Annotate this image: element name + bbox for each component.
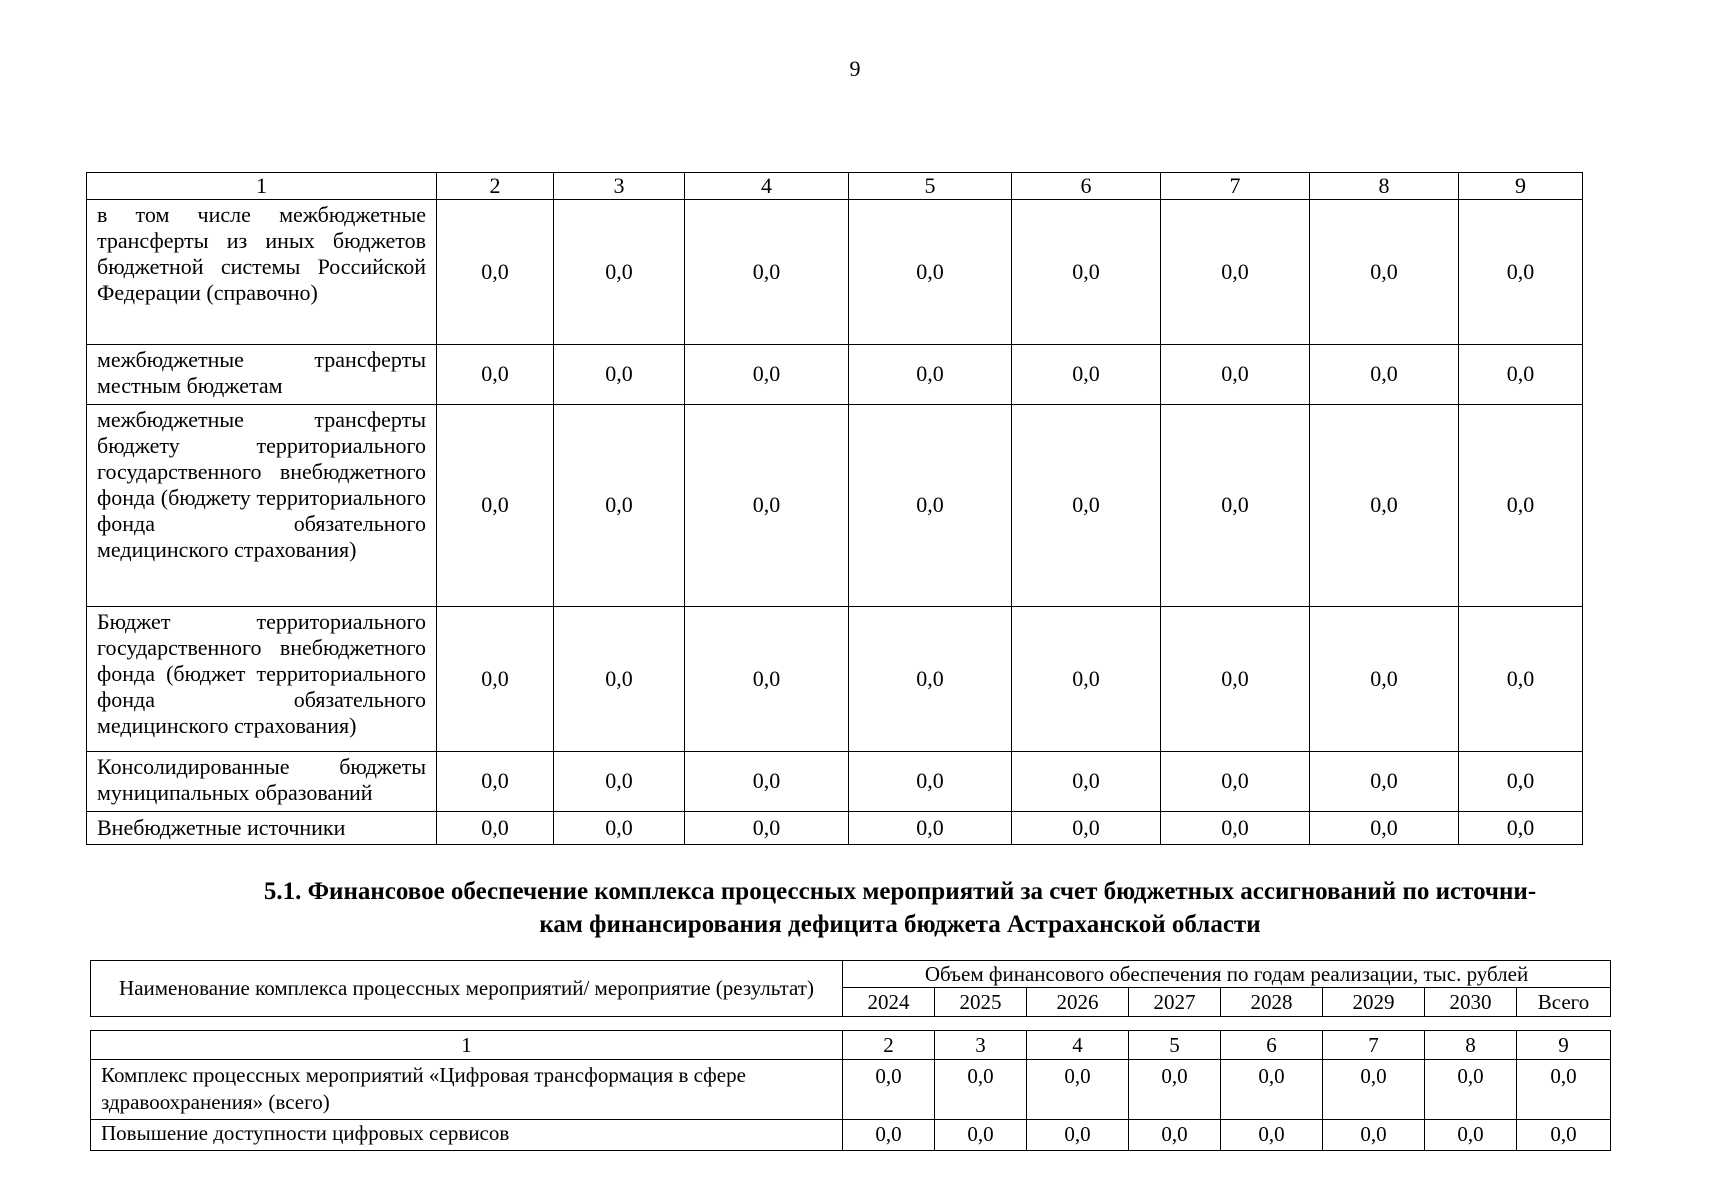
value-cell: 0,0 xyxy=(843,1060,935,1120)
value-cell: 0,0 xyxy=(1459,811,1583,844)
row-label: Комплекс процессных мероприятий «Цифровая трансформация в сфере здравоохранения» (всего) xyxy=(91,1060,843,1120)
value-cell: 0,0 xyxy=(1323,1119,1425,1150)
value-cell: 0,0 xyxy=(437,404,554,606)
year-header: 2026 xyxy=(1027,988,1129,1017)
total-header: Всего xyxy=(1517,988,1611,1017)
year-header: 2028 xyxy=(1221,988,1323,1017)
table-row xyxy=(87,404,1583,606)
value-cell: 0,0 xyxy=(935,1060,1027,1120)
year-header: 2025 xyxy=(935,988,1027,1017)
value-cell: 0,0 xyxy=(554,606,685,751)
column-number: 1 xyxy=(87,173,437,200)
value-cell: 0,0 xyxy=(1517,1060,1611,1120)
column-number: 2 xyxy=(843,1031,935,1060)
value-cell: 0,0 xyxy=(1517,1119,1611,1150)
value-cell: 0,0 xyxy=(554,199,685,344)
value-cell: 0,0 xyxy=(1161,199,1310,344)
page-number: 9 xyxy=(849,56,861,81)
value-cell: 0,0 xyxy=(685,606,849,751)
value-cell: 0,0 xyxy=(437,751,554,811)
column-number: 3 xyxy=(935,1031,1027,1060)
year-header: 2030 xyxy=(1425,988,1517,1017)
value-cell: 0,0 xyxy=(554,404,685,606)
table-row xyxy=(91,1060,1611,1120)
value-cell: 0,0 xyxy=(437,344,554,404)
value-cell: 0,0 xyxy=(849,344,1012,404)
table-row xyxy=(87,606,1583,751)
row-label: Консолидированные бюджеты муниципальных образований xyxy=(87,751,437,811)
value-cell: 0,0 xyxy=(1459,606,1583,751)
section-title-line-1: 5.1. Финансовое обеспечение комплекса процессных мероприятий за счет бюджетных ассигнований по источни- xyxy=(263,878,1537,905)
table-header-row xyxy=(91,1031,1611,1060)
year-header: 2029 xyxy=(1323,988,1425,1017)
column-number: 5 xyxy=(849,173,1012,200)
column-number: 8 xyxy=(1310,173,1459,200)
column-number: 7 xyxy=(1323,1031,1425,1060)
column-number: 2 xyxy=(437,173,554,200)
value-cell: 0,0 xyxy=(554,344,685,404)
value-cell: 0,0 xyxy=(849,811,1012,844)
value-cell: 0,0 xyxy=(1027,1119,1129,1150)
column-number: 5 xyxy=(1129,1031,1221,1060)
column-number: 3 xyxy=(554,173,685,200)
section-title-line-2: кам финансирования дефицита бюджета Астраханской области xyxy=(539,910,1261,938)
row-label: Повышение доступности цифровых сервисов xyxy=(91,1119,843,1150)
year-header: 2027 xyxy=(1129,988,1221,1017)
year-header: 2024 xyxy=(843,988,935,1017)
value-cell: 0,0 xyxy=(1012,811,1161,844)
value-cell: 0,0 xyxy=(1129,1119,1221,1150)
section-title xyxy=(190,876,1610,941)
value-cell: 0,0 xyxy=(935,1119,1027,1150)
value-cell: 0,0 xyxy=(1459,404,1583,606)
value-cell: 0,0 xyxy=(1459,751,1583,811)
value-cell: 0,0 xyxy=(1161,811,1310,844)
value-cell: 0,0 xyxy=(1459,344,1583,404)
value-cell: 0,0 xyxy=(685,199,849,344)
column-number: 4 xyxy=(1027,1031,1129,1060)
value-cell: 0,0 xyxy=(1221,1060,1323,1120)
value-cell: 0,0 xyxy=(1310,404,1459,606)
column-number: 9 xyxy=(1517,1031,1611,1060)
value-cell: 0,0 xyxy=(554,751,685,811)
value-cell: 0,0 xyxy=(685,344,849,404)
table-header-row xyxy=(91,961,1611,988)
name-column-header: Наименование комплекса процессных мероприятий/ мероприятие (результат) xyxy=(91,961,843,1017)
budget-sources-table xyxy=(86,172,1583,845)
value-cell: 0,0 xyxy=(685,404,849,606)
value-cell: 0,0 xyxy=(1012,404,1161,606)
value-cell: 0,0 xyxy=(1425,1060,1517,1120)
table-row xyxy=(91,1119,1611,1150)
column-number: 1 xyxy=(91,1031,843,1060)
value-cell: 0,0 xyxy=(849,404,1012,606)
column-number: 4 xyxy=(685,173,849,200)
value-cell: 0,0 xyxy=(685,811,849,844)
value-cell: 0,0 xyxy=(849,751,1012,811)
value-cell: 0,0 xyxy=(1310,811,1459,844)
value-cell: 0,0 xyxy=(849,199,1012,344)
column-number: 8 xyxy=(1425,1031,1517,1060)
row-label: Бюджет территориального государственного внебюджетного фонда (бюджет территориального фонда обязательного медицинского страхования) xyxy=(87,606,437,751)
value-cell: 0,0 xyxy=(554,811,685,844)
value-cell: 0,0 xyxy=(849,606,1012,751)
table-header-row xyxy=(87,173,1583,200)
column-number: 9 xyxy=(1459,173,1583,200)
value-cell: 0,0 xyxy=(437,606,554,751)
value-cell: 0,0 xyxy=(437,811,554,844)
value-cell: 0,0 xyxy=(1425,1119,1517,1150)
value-cell: 0,0 xyxy=(1161,751,1310,811)
value-cell: 0,0 xyxy=(1012,199,1161,344)
value-cell: 0,0 xyxy=(1323,1060,1425,1120)
value-cell: 0,0 xyxy=(843,1119,935,1150)
column-number: 7 xyxy=(1161,173,1310,200)
value-cell: 0,0 xyxy=(685,751,849,811)
value-cell: 0,0 xyxy=(437,199,554,344)
value-cell: 0,0 xyxy=(1129,1060,1221,1120)
value-cell: 0,0 xyxy=(1161,404,1310,606)
value-cell: 0,0 xyxy=(1161,344,1310,404)
table-row xyxy=(87,751,1583,811)
table-row xyxy=(87,811,1583,844)
value-cell: 0,0 xyxy=(1310,344,1459,404)
value-cell: 0,0 xyxy=(1012,606,1161,751)
value-cell: 0,0 xyxy=(1027,1060,1129,1120)
row-label: межбюджетные трансферты местным бюджетам xyxy=(87,344,437,404)
value-cell: 0,0 xyxy=(1161,606,1310,751)
row-label: в том числе межбюджетные трансферты из иных бюджетов бюджетной системы Российской Федерации (справочно) xyxy=(87,199,437,344)
volume-column-header: Объем финансового обеспечения по годам реализации, тыс. рублей xyxy=(843,961,1611,988)
value-cell: 0,0 xyxy=(1310,199,1459,344)
column-number: 6 xyxy=(1221,1031,1323,1060)
column-number: 6 xyxy=(1012,173,1161,200)
financing-data-table xyxy=(90,1030,1611,1151)
value-cell: 0,0 xyxy=(1310,751,1459,811)
value-cell: 0,0 xyxy=(1459,199,1583,344)
value-cell: 0,0 xyxy=(1221,1119,1323,1150)
table-row xyxy=(87,199,1583,344)
value-cell: 0,0 xyxy=(1012,751,1161,811)
row-label: Внебюджетные источники xyxy=(87,811,437,844)
value-cell: 0,0 xyxy=(1310,606,1459,751)
table-row xyxy=(87,344,1583,404)
row-label: межбюджетные трансферты бюджету территориального государственного внебюджетного фонда (бюджету территориального фонда обязательного медицинского страхования) xyxy=(87,404,437,606)
financing-header-table xyxy=(90,960,1611,1017)
value-cell: 0,0 xyxy=(1012,344,1161,404)
